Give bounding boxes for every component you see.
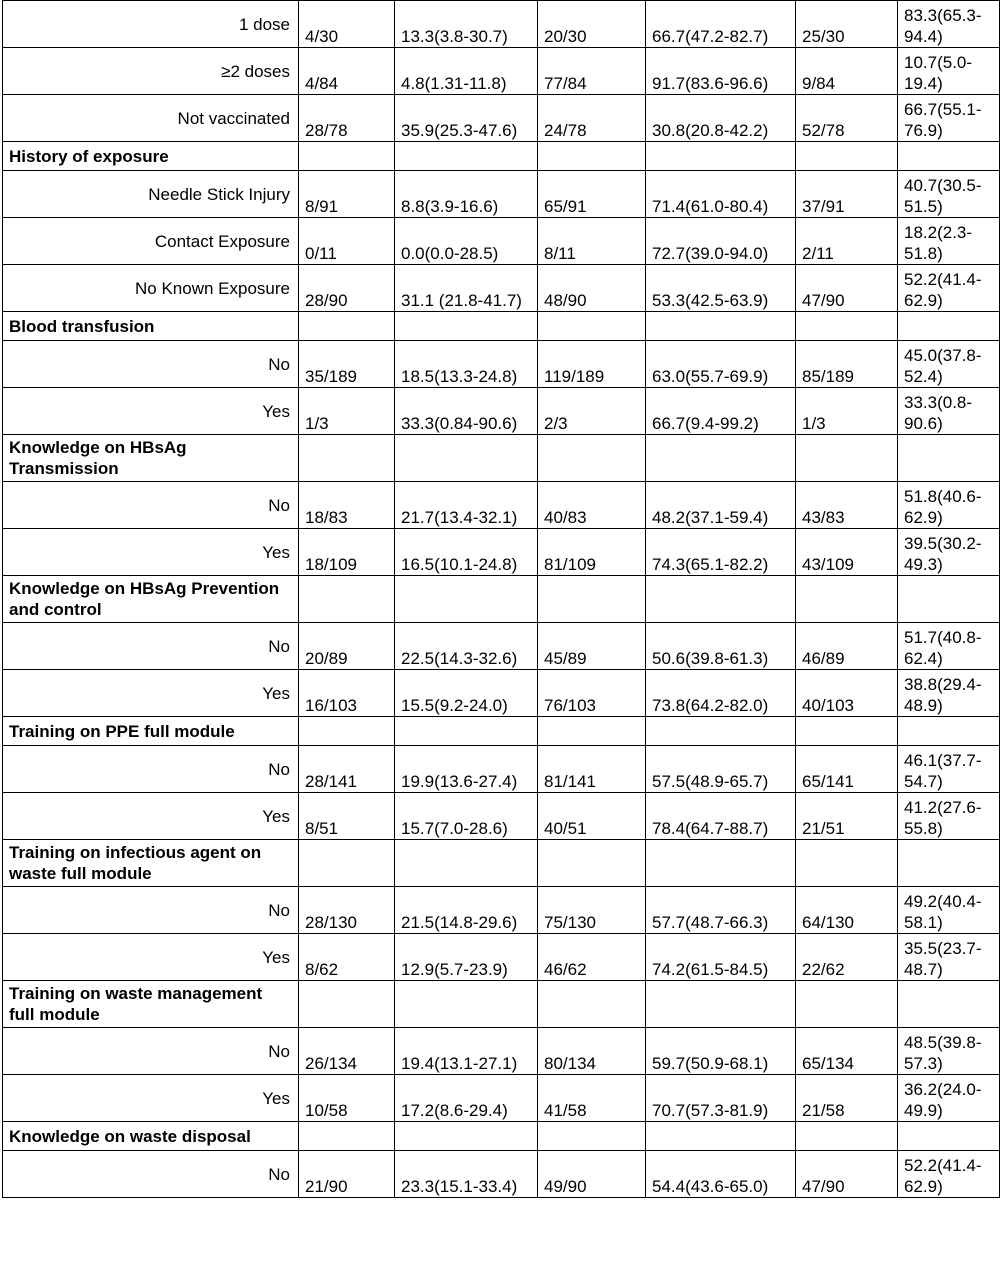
empty-cell	[646, 435, 796, 482]
cell-count: 46/89	[796, 623, 898, 670]
cell-count: 10/58	[299, 1075, 395, 1122]
cell-count: 1/3	[796, 388, 898, 435]
section-row	[3, 142, 1000, 171]
cell-percent-ci: 83.3(65.3-94.4)	[898, 1, 1000, 48]
results-table	[2, 0, 1000, 1198]
empty-cell	[395, 981, 538, 1028]
cell-percent-ci: 66.7(9.4-99.2)	[646, 388, 796, 435]
section-row	[3, 576, 1000, 623]
empty-cell	[299, 840, 395, 887]
table-row	[3, 95, 1000, 142]
empty-cell	[898, 981, 1000, 1028]
empty-cell	[299, 312, 395, 341]
cell-count: 9/84	[796, 48, 898, 95]
empty-cell	[898, 435, 1000, 482]
cell-count: 43/109	[796, 529, 898, 576]
section-row	[3, 717, 1000, 746]
cell-percent-ci: 15.5(9.2-24.0)	[395, 670, 538, 717]
cell-count: 64/130	[796, 887, 898, 934]
cell-count: 75/130	[538, 887, 646, 934]
cell-percent-ci: 18.5(13.3-24.8)	[395, 341, 538, 388]
empty-cell	[646, 312, 796, 341]
cell-percent-ci: 66.7(47.2-82.7)	[646, 1, 796, 48]
empty-cell	[395, 717, 538, 746]
table-row	[3, 1151, 1000, 1198]
row-label: No	[3, 1028, 299, 1075]
cell-count: 81/109	[538, 529, 646, 576]
cell-count: 2/3	[538, 388, 646, 435]
cell-percent-ci: 0.0(0.0-28.5)	[395, 218, 538, 265]
row-label: Yes	[3, 388, 299, 435]
empty-cell	[796, 435, 898, 482]
cell-percent-ci: 4.8(1.31-11.8)	[395, 48, 538, 95]
cell-count: 8/62	[299, 934, 395, 981]
cell-percent-ci: 63.0(55.7-69.9)	[646, 341, 796, 388]
row-label: Contact Exposure	[3, 218, 299, 265]
cell-percent-ci: 45.0(37.8-52.4)	[898, 341, 1000, 388]
cell-count: 47/90	[796, 1151, 898, 1198]
section-heading: Training on PPE full module	[3, 717, 299, 746]
cell-count: 52/78	[796, 95, 898, 142]
cell-count: 65/91	[538, 171, 646, 218]
cell-percent-ci: 73.8(64.2-82.0)	[646, 670, 796, 717]
cell-percent-ci: 23.3(15.1-33.4)	[395, 1151, 538, 1198]
row-label: No	[3, 482, 299, 529]
cell-percent-ci: 52.2(41.4-62.9)	[898, 265, 1000, 312]
cell-percent-ci: 41.2(27.6-55.8)	[898, 793, 1000, 840]
cell-count: 40/103	[796, 670, 898, 717]
cell-percent-ci: 74.2(61.5-84.5)	[646, 934, 796, 981]
cell-percent-ci: 74.3(65.1-82.2)	[646, 529, 796, 576]
cell-percent-ci: 48.2(37.1-59.4)	[646, 482, 796, 529]
cell-count: 45/89	[538, 623, 646, 670]
empty-cell	[646, 981, 796, 1028]
table-row	[3, 341, 1000, 388]
cell-count: 49/90	[538, 1151, 646, 1198]
cell-count: 8/11	[538, 218, 646, 265]
empty-cell	[898, 717, 1000, 746]
empty-cell	[898, 840, 1000, 887]
empty-cell	[646, 840, 796, 887]
cell-count: 41/58	[538, 1075, 646, 1122]
cell-count: 21/90	[299, 1151, 395, 1198]
empty-cell	[395, 312, 538, 341]
cell-percent-ci: 31.1 (21.8-41.7)	[395, 265, 538, 312]
cell-count: 20/89	[299, 623, 395, 670]
section-heading: Knowledge on HBsAg Transmission	[3, 435, 299, 482]
cell-percent-ci: 70.7(57.3-81.9)	[646, 1075, 796, 1122]
cell-percent-ci: 50.6(39.8-61.3)	[646, 623, 796, 670]
cell-count: 24/78	[538, 95, 646, 142]
cell-count: 35/189	[299, 341, 395, 388]
table-row	[3, 48, 1000, 95]
table-row	[3, 1, 1000, 48]
empty-cell	[796, 142, 898, 171]
cell-percent-ci: 10.7(5.0-19.4)	[898, 48, 1000, 95]
cell-percent-ci: 40.7(30.5-51.5)	[898, 171, 1000, 218]
section-heading: History of exposure	[3, 142, 299, 171]
empty-cell	[796, 717, 898, 746]
cell-count: 40/51	[538, 793, 646, 840]
row-label: Yes	[3, 529, 299, 576]
empty-cell	[395, 840, 538, 887]
row-label: No	[3, 746, 299, 793]
row-label: Not vaccinated	[3, 95, 299, 142]
cell-percent-ci: 53.3(42.5-63.9)	[646, 265, 796, 312]
cell-percent-ci: 19.4(13.1-27.1)	[395, 1028, 538, 1075]
empty-cell	[299, 717, 395, 746]
cell-count: 80/134	[538, 1028, 646, 1075]
empty-cell	[898, 312, 1000, 341]
cell-percent-ci: 51.7(40.8-62.4)	[898, 623, 1000, 670]
cell-percent-ci: 35.5(23.7-48.7)	[898, 934, 1000, 981]
empty-cell	[646, 717, 796, 746]
cell-count: 25/30	[796, 1, 898, 48]
empty-cell	[646, 142, 796, 171]
cell-count: 48/90	[538, 265, 646, 312]
cell-percent-ci: 22.5(14.3-32.6)	[395, 623, 538, 670]
table-row	[3, 670, 1000, 717]
cell-count: 77/84	[538, 48, 646, 95]
cell-count: 8/51	[299, 793, 395, 840]
section-heading: Training on infectious agent on waste full module	[3, 840, 299, 887]
row-label: No	[3, 623, 299, 670]
cell-count: 8/91	[299, 171, 395, 218]
table-row	[3, 529, 1000, 576]
empty-cell	[898, 576, 1000, 623]
cell-percent-ci: 71.4(61.0-80.4)	[646, 171, 796, 218]
cell-count: 47/90	[796, 265, 898, 312]
cell-percent-ci: 15.7(7.0-28.6)	[395, 793, 538, 840]
row-label: No	[3, 887, 299, 934]
cell-percent-ci: 54.4(43.6-65.0)	[646, 1151, 796, 1198]
cell-percent-ci: 59.7(50.9-68.1)	[646, 1028, 796, 1075]
table-row	[3, 746, 1000, 793]
empty-cell	[538, 981, 646, 1028]
cell-percent-ci: 17.2(8.6-29.4)	[395, 1075, 538, 1122]
empty-cell	[646, 1122, 796, 1151]
cell-percent-ci: 13.3(3.8-30.7)	[395, 1, 538, 48]
empty-cell	[299, 1122, 395, 1151]
empty-cell	[538, 576, 646, 623]
cell-percent-ci: 52.2(41.4-62.9)	[898, 1151, 1000, 1198]
cell-count: 4/84	[299, 48, 395, 95]
section-row	[3, 312, 1000, 341]
cell-percent-ci: 38.8(29.4-48.9)	[898, 670, 1000, 717]
cell-count: 40/83	[538, 482, 646, 529]
row-label: No	[3, 341, 299, 388]
cell-count: 26/134	[299, 1028, 395, 1075]
cell-count: 81/141	[538, 746, 646, 793]
cell-percent-ci: 57.5(48.9-65.7)	[646, 746, 796, 793]
cell-percent-ci: 57.7(48.7-66.3)	[646, 887, 796, 934]
row-label: Yes	[3, 670, 299, 717]
table-row	[3, 218, 1000, 265]
cell-count: 1/3	[299, 388, 395, 435]
table-row	[3, 934, 1000, 981]
cell-count: 18/109	[299, 529, 395, 576]
row-label: No	[3, 1151, 299, 1198]
cell-percent-ci: 36.2(24.0-49.9)	[898, 1075, 1000, 1122]
cell-count: 16/103	[299, 670, 395, 717]
empty-cell	[395, 576, 538, 623]
cell-count: 65/141	[796, 746, 898, 793]
cell-percent-ci: 72.7(39.0-94.0)	[646, 218, 796, 265]
row-label: No Known Exposure	[3, 265, 299, 312]
cell-percent-ci: 51.8(40.6-62.9)	[898, 482, 1000, 529]
section-heading: Knowledge on waste disposal	[3, 1122, 299, 1151]
empty-cell	[538, 142, 646, 171]
empty-cell	[796, 1122, 898, 1151]
row-label: Needle Stick Injury	[3, 171, 299, 218]
empty-cell	[796, 576, 898, 623]
cell-count: 76/103	[538, 670, 646, 717]
empty-cell	[299, 142, 395, 171]
row-label: Yes	[3, 1075, 299, 1122]
cell-count: 28/78	[299, 95, 395, 142]
cell-count: 2/11	[796, 218, 898, 265]
section-row	[3, 981, 1000, 1028]
empty-cell	[538, 1122, 646, 1151]
table-row	[3, 623, 1000, 670]
table-row	[3, 793, 1000, 840]
empty-cell	[796, 840, 898, 887]
cell-percent-ci: 16.5(10.1-24.8)	[395, 529, 538, 576]
cell-count: 20/30	[538, 1, 646, 48]
cell-count: 43/83	[796, 482, 898, 529]
section-heading: Knowledge on HBsAg Prevention and control	[3, 576, 299, 623]
empty-cell	[395, 435, 538, 482]
cell-count: 119/189	[538, 341, 646, 388]
empty-cell	[538, 840, 646, 887]
cell-count: 65/134	[796, 1028, 898, 1075]
cell-percent-ci: 78.4(64.7-88.7)	[646, 793, 796, 840]
cell-count: 28/130	[299, 887, 395, 934]
cell-percent-ci: 19.9(13.6-27.4)	[395, 746, 538, 793]
cell-count: 46/62	[538, 934, 646, 981]
empty-cell	[299, 435, 395, 482]
cell-percent-ci: 12.9(5.7-23.9)	[395, 934, 538, 981]
section-heading: Training on waste management full module	[3, 981, 299, 1028]
empty-cell	[646, 576, 796, 623]
empty-cell	[538, 435, 646, 482]
cell-count: 22/62	[796, 934, 898, 981]
results-table-body	[3, 1, 1000, 1198]
cell-count: 28/141	[299, 746, 395, 793]
empty-cell	[395, 1122, 538, 1151]
empty-cell	[538, 717, 646, 746]
cell-percent-ci: 33.3(0.8-90.6)	[898, 388, 1000, 435]
row-label: 1 dose	[3, 1, 299, 48]
table-row	[3, 482, 1000, 529]
cell-percent-ci: 35.9(25.3-47.6)	[395, 95, 538, 142]
empty-cell	[538, 312, 646, 341]
empty-cell	[796, 312, 898, 341]
cell-percent-ci: 46.1(37.7-54.7)	[898, 746, 1000, 793]
empty-cell	[299, 576, 395, 623]
empty-cell	[898, 142, 1000, 171]
cell-count: 18/83	[299, 482, 395, 529]
empty-cell	[395, 142, 538, 171]
row-label: Yes	[3, 793, 299, 840]
cell-count: 0/11	[299, 218, 395, 265]
empty-cell	[299, 981, 395, 1028]
section-row	[3, 1122, 1000, 1151]
cell-percent-ci: 30.8(20.8-42.2)	[646, 95, 796, 142]
cell-percent-ci: 33.3(0.84-90.6)	[395, 388, 538, 435]
section-heading: Blood transfusion	[3, 312, 299, 341]
row-label: ≥2 doses	[3, 48, 299, 95]
cell-count: 28/90	[299, 265, 395, 312]
cell-percent-ci: 49.2(40.4-58.1)	[898, 887, 1000, 934]
table-row	[3, 1075, 1000, 1122]
cell-count: 37/91	[796, 171, 898, 218]
section-row	[3, 840, 1000, 887]
empty-cell	[796, 981, 898, 1028]
cell-percent-ci: 48.5(39.8-57.3)	[898, 1028, 1000, 1075]
table-row	[3, 171, 1000, 218]
table-row	[3, 1028, 1000, 1075]
cell-count: 4/30	[299, 1, 395, 48]
cell-percent-ci: 91.7(83.6-96.6)	[646, 48, 796, 95]
cell-percent-ci: 8.8(3.9-16.6)	[395, 171, 538, 218]
cell-percent-ci: 21.5(14.8-29.6)	[395, 887, 538, 934]
cell-count: 21/58	[796, 1075, 898, 1122]
empty-cell	[898, 1122, 1000, 1151]
cell-percent-ci: 18.2(2.3-51.8)	[898, 218, 1000, 265]
row-label: Yes	[3, 934, 299, 981]
cell-percent-ci: 21.7(13.4-32.1)	[395, 482, 538, 529]
section-row	[3, 435, 1000, 482]
table-row	[3, 887, 1000, 934]
cell-count: 21/51	[796, 793, 898, 840]
table-row	[3, 388, 1000, 435]
cell-percent-ci: 66.7(55.1-76.9)	[898, 95, 1000, 142]
table-row	[3, 265, 1000, 312]
cell-percent-ci: 39.5(30.2-49.3)	[898, 529, 1000, 576]
cell-count: 85/189	[796, 341, 898, 388]
